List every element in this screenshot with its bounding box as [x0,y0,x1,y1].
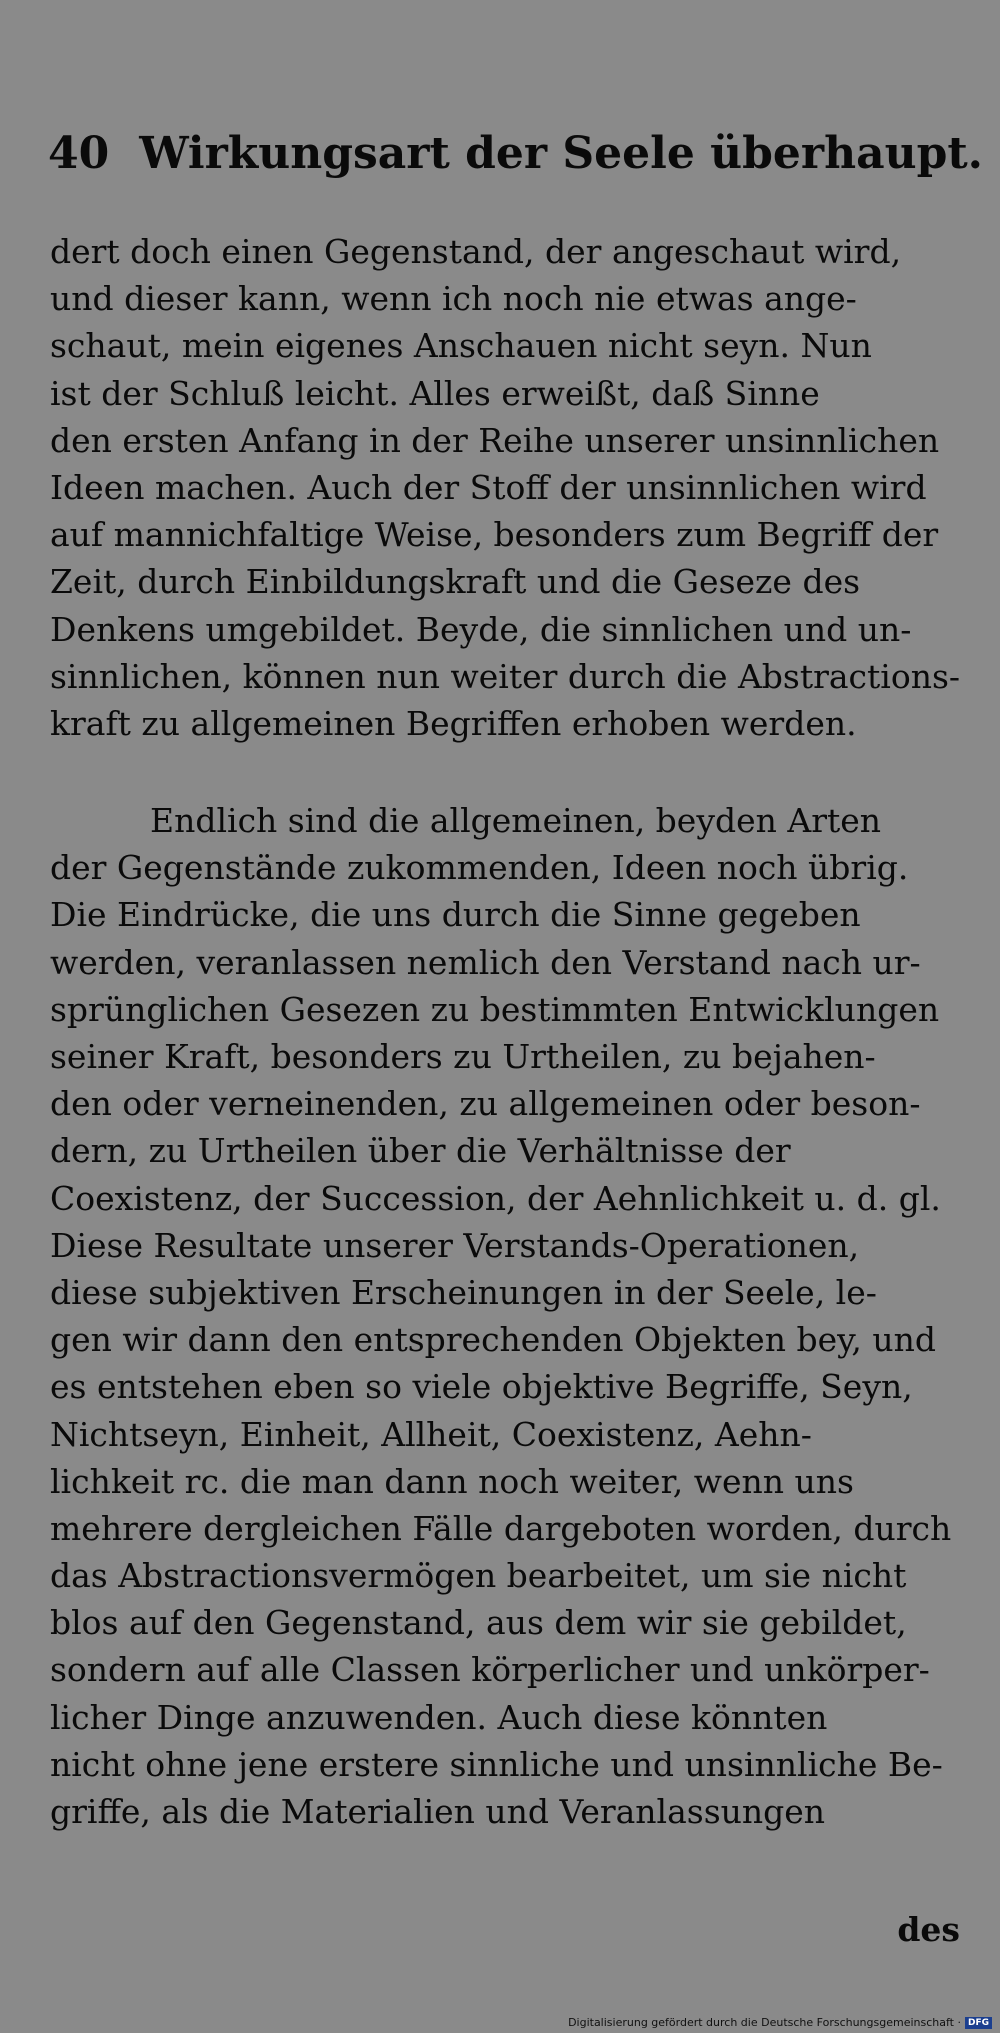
text-line: kraft zu allgemeinen Begriffen erhoben werden. [50,703,857,743]
text-line: diese subjektiven Erscheinungen in der Seele, le- [50,1272,877,1312]
text-line: und dieser kann, wenn ich noch nie etwas ange- [50,279,857,319]
text-line: nicht ohne jene erstere sinnliche und unsinnliche Be- [50,1744,943,1784]
text-line: das Abstractionsvermögen bearbeitet, um sie nicht [50,1556,907,1596]
text-line: sinnlichen, können nun weiter durch die Abstractions- [50,656,961,696]
text-line: gen wir dann den entsprechenden Objekten bey, und [50,1320,936,1360]
text-line: sprünglichen Gesezen zu bestimmten Entwicklungen [50,989,940,1029]
text-line: es entstehen eben so viele objektive Begriffe, Seyn, [50,1367,913,1407]
running-title: Wirkungsart der Seele überhaupt. [139,128,983,179]
text-line: seiner Kraft, besonders zu Urtheilen, zu bejahen- [50,1037,876,1076]
digitization-footer [568,2016,992,2029]
text-line: lichkeit rc. die man dann noch weiter, wenn uns [50,1461,854,1501]
text-line: Die Eindrücke, die uns durch die Sinne gegeben [50,895,861,935]
text-line: ist der Schluß leicht. Alles erweißt, daß Sinne [50,373,820,413]
text-line: Ideen machen. Auch der Stoff der unsinnlichen wird [50,467,927,507]
text-line: blos auf den Gegenstand, aus dem wir sie gebildet, [50,1603,907,1643]
text-line: den ersten Anfang in der Reihe unserer unsinnlichen [50,420,940,460]
dfg-logo: DFG [965,2017,992,2029]
text-line: dert doch einen Gegenstand, der angeschaut wird, [50,232,902,271]
text-line: schaut, mein eigenes Anschauen nicht seyn. Nun [50,326,872,366]
running-head [48,128,983,179]
text-line: griffe, als die Materialien und Veranlassungen [50,1792,826,1831]
text-line: Denkens umgebildet. Beyde, die sinnlichen und un- [50,609,912,649]
text-line: Diese Resultate unserer Verstands-Operationen, [50,1225,860,1265]
text-line: auf mannichfaltige Weise, besonders zum Begriff der [50,515,939,555]
page-number: 40 [48,128,110,179]
catchword: des [897,1910,960,1949]
text-line: Nichtseyn, Einheit, Allheit, Coexistenz, Aehn- [50,1414,812,1454]
text-line: den oder verneinenden, zu allgemeinen oder beson- [50,1084,921,1124]
footer-credit: Digitalisierung gefördert durch die Deutsche Forschungsgemeinschaft · [568,2016,961,2029]
text-line: der Gegenstände zukommenden, Ideen noch übrig. [50,848,909,888]
text-line: licher Dinge anzuwenden. Auch diese könnten [50,1697,828,1737]
text-line: Zeit, durch Einbildungskraft und die Geseze des [50,562,861,602]
paragraph-2 [50,797,1000,1835]
text-line: werden, veranlassen nemlich den Verstand nach ur- [50,942,921,982]
text-line: sondern auf alle Classen körperlicher und unkörper- [50,1650,930,1690]
text-line: Coexistenz, der Succession, der Aehnlichkeit u. d. gl. [50,1178,941,1218]
body-text [50,228,1000,1835]
text-line: Endlich sind die allgemeinen, beyden Arten [150,801,882,841]
text-line: dern, zu Urtheilen über die Verhältnisse der [50,1131,791,1171]
text-line: mehrere dergleichen Fälle dargeboten worden, durch [50,1508,952,1548]
paragraph-1 [50,228,1000,747]
